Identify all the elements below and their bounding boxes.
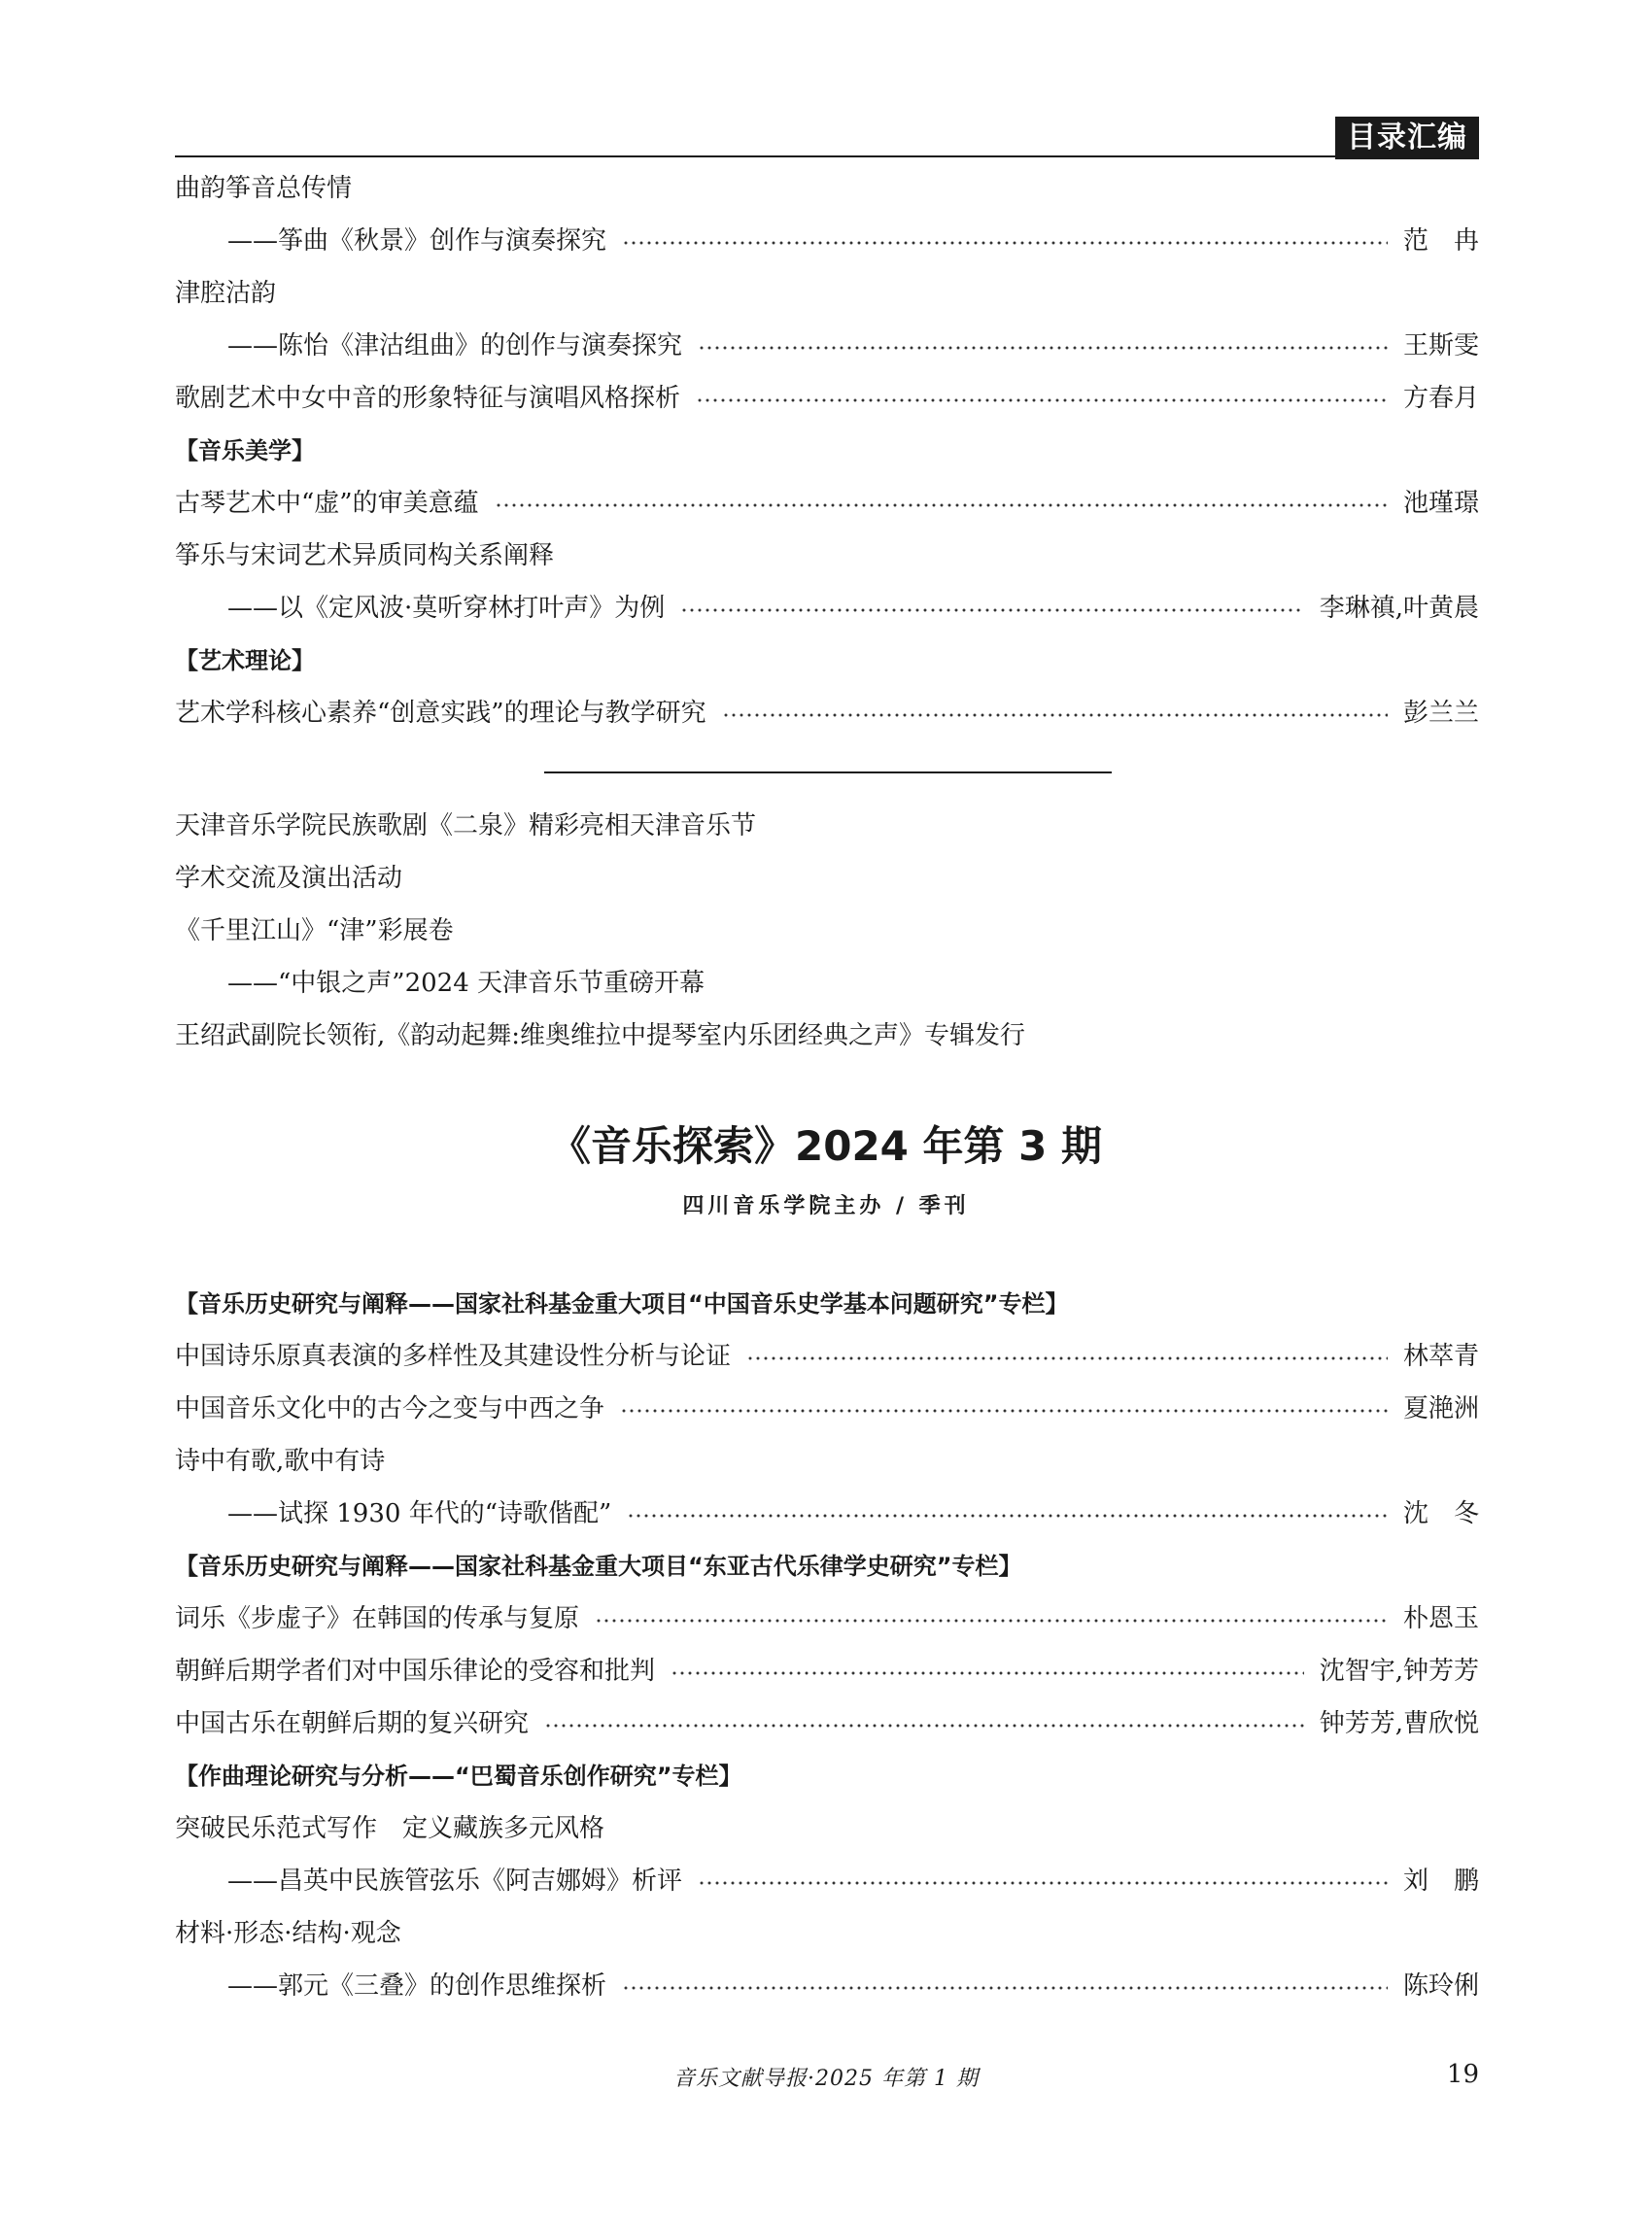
section-heading-text: 【音乐美学】 — [175, 437, 315, 464]
entry-title: ——昌英中民族管弦乐《阿吉娜姆》析评 — [227, 1867, 683, 1896]
dot-leader — [595, 1619, 1388, 1623]
toc-entry — [175, 1337, 1479, 1376]
entry-title: ——“中银之声”2024 天津音乐节重磅开幕 — [227, 969, 706, 998]
toc-entry — [175, 379, 1479, 418]
toc-entry — [175, 169, 1479, 208]
section-header-label: 目录汇编 — [1335, 117, 1479, 159]
entry-title: 中国古乐在朝鲜后期的复兴研究 — [175, 1709, 530, 1738]
entry-title: 曲韵筝音总传情 — [175, 174, 353, 203]
toc-entry — [175, 694, 1479, 733]
entry-title: 艺术学科核心素养“创意实践”的理论与教学研究 — [175, 699, 706, 728]
toc-entry — [175, 1494, 1479, 1533]
section-divider — [544, 771, 1112, 773]
entry-title: 王绍武副院长领衔,《韵动起舞:维奥维拉中提琴室内乐团经典之声》专辑发行 — [175, 1021, 1026, 1050]
entry-title: 古琴艺术中“虚”的审美意蕴 — [175, 489, 479, 518]
toc-entry — [175, 1809, 1479, 1848]
dot-leader — [495, 503, 1388, 507]
toc-entry — [175, 1704, 1479, 1743]
section-heading-text: 【作曲理论研究与分析——“巴蜀音乐创作研究”专栏】 — [175, 1763, 742, 1790]
header-rule — [175, 155, 1479, 157]
journal-subtitle: 四川音乐学院主办 / 季刊 — [682, 1194, 970, 1218]
section-heading-text: 【音乐历史研究与阐释——国家社科基金重大项目“东亚古代乐律学史研究”专栏】 — [175, 1553, 1022, 1580]
entry-author: 钟芳芳,曹欣悦 — [1319, 1709, 1479, 1738]
entry-title: 津腔沽韵 — [175, 279, 277, 308]
footer-publication: 音乐文献导报·2025 年第 1 期 — [673, 2067, 979, 2091]
entry-title: 词乐《步虚子》在韩国的传承与复原 — [175, 1604, 580, 1633]
entry-title: ——郭元《三叠》的创作思维探析 — [227, 1971, 607, 2001]
toc-entry — [175, 859, 1479, 898]
entry-author: 夏滟洲 — [1402, 1394, 1479, 1423]
dot-leader — [544, 1724, 1304, 1728]
entry-title: 歌剧艺术中女中音的形象特征与演唱风格探析 — [175, 384, 681, 413]
dot-leader — [620, 1409, 1388, 1413]
entry-author: 范 冉 — [1402, 226, 1479, 256]
entry-title: 中国诗乐原真表演的多样性及其建设性分析与论证 — [175, 1342, 732, 1371]
toc-entry — [175, 222, 1479, 260]
entry-title: ——筝曲《秋景》创作与演奏探究 — [227, 226, 607, 256]
page-number: 19 — [1446, 2060, 1479, 2089]
entry-title: ——以《定风波·莫听穿林打叶声》为例 — [227, 594, 666, 623]
entry-author: 王斯雯 — [1402, 331, 1479, 360]
entry-author: 池瑾璟 — [1402, 489, 1479, 518]
entry-author: 彭兰兰 — [1402, 699, 1479, 728]
toc-entry — [175, 1016, 1479, 1055]
toc-entry — [175, 326, 1479, 365]
section-heading-text: 【音乐历史研究与阐释——国家社科基金重大项目“中国音乐史学基本问题研究”专栏】 — [175, 1290, 1069, 1318]
toc-entry — [175, 1862, 1479, 1901]
entry-title: 天津音乐学院民族歌剧《二泉》精彩亮相天津音乐节 — [175, 811, 757, 840]
dot-leader — [627, 1514, 1388, 1518]
toc-entry — [175, 1914, 1479, 1953]
toc-entry — [175, 1967, 1479, 2005]
entry-author: 陈玲俐 — [1402, 1971, 1479, 2001]
toc-entry — [175, 1389, 1479, 1428]
dot-leader — [622, 1986, 1388, 1990]
toc-entry — [175, 1599, 1479, 1638]
section-heading — [175, 1757, 1479, 1796]
entry-title: 学术交流及演出活动 — [175, 864, 403, 893]
entry-author: 刘 鹏 — [1402, 1867, 1479, 1896]
entry-author: 方春月 — [1402, 384, 1479, 413]
entry-author: 林萃青 — [1402, 1342, 1479, 1371]
entry-title: 筝乐与宋词艺术异质同构关系阐释 — [175, 541, 555, 570]
entry-author: 李琳禛,叶黄晨 — [1319, 594, 1479, 623]
dot-leader — [622, 241, 1388, 245]
section-heading-text: 【艺术理论】 — [175, 647, 315, 674]
toc-entry — [175, 1652, 1479, 1691]
journal-title: 《音乐探索》2024 年第 3 期 — [550, 1122, 1102, 1170]
entry-title: 诗中有歌,歌中有诗 — [175, 1447, 386, 1476]
dot-leader — [698, 346, 1388, 350]
dot-leader — [696, 398, 1388, 402]
section-heading — [175, 1285, 1479, 1323]
dot-leader — [722, 713, 1388, 717]
entry-title: ——陈怡《津沽组曲》的创作与演奏探究 — [227, 331, 683, 360]
toc-entry — [175, 1442, 1479, 1481]
toc-entry — [175, 806, 1479, 845]
toc-entry — [175, 589, 1479, 628]
entry-author: 沈智宇,钟芳芳 — [1319, 1657, 1479, 1686]
entry-title: 中国音乐文化中的古今之变与中西之争 — [175, 1394, 605, 1423]
entry-author: 沈 冬 — [1402, 1499, 1479, 1528]
toc-entry — [175, 274, 1479, 313]
entry-title: 材料·形态·结构·观念 — [175, 1919, 401, 1948]
entry-title: 《千里江山》“津”彩展卷 — [175, 916, 454, 945]
entry-title: ——试探 1930 年代的“诗歌偕配” — [227, 1499, 612, 1528]
dot-leader — [680, 608, 1303, 612]
dot-leader — [698, 1881, 1388, 1885]
toc-entry — [175, 536, 1479, 575]
entry-title: 朝鲜后期学者们对中国乐律论的受容和批判 — [175, 1657, 656, 1686]
dot-leader — [746, 1356, 1388, 1360]
toc-entry — [175, 964, 1479, 1003]
entry-title: 突破民乐范式写作 定义藏族多元风格 — [175, 1814, 605, 1843]
dot-leader — [671, 1671, 1304, 1675]
toc-entry — [175, 484, 1479, 523]
section-heading — [175, 431, 1479, 470]
section-heading — [175, 641, 1479, 680]
entry-author: 朴恩玉 — [1402, 1604, 1479, 1633]
toc-entry — [175, 911, 1479, 950]
section-heading — [175, 1547, 1479, 1586]
